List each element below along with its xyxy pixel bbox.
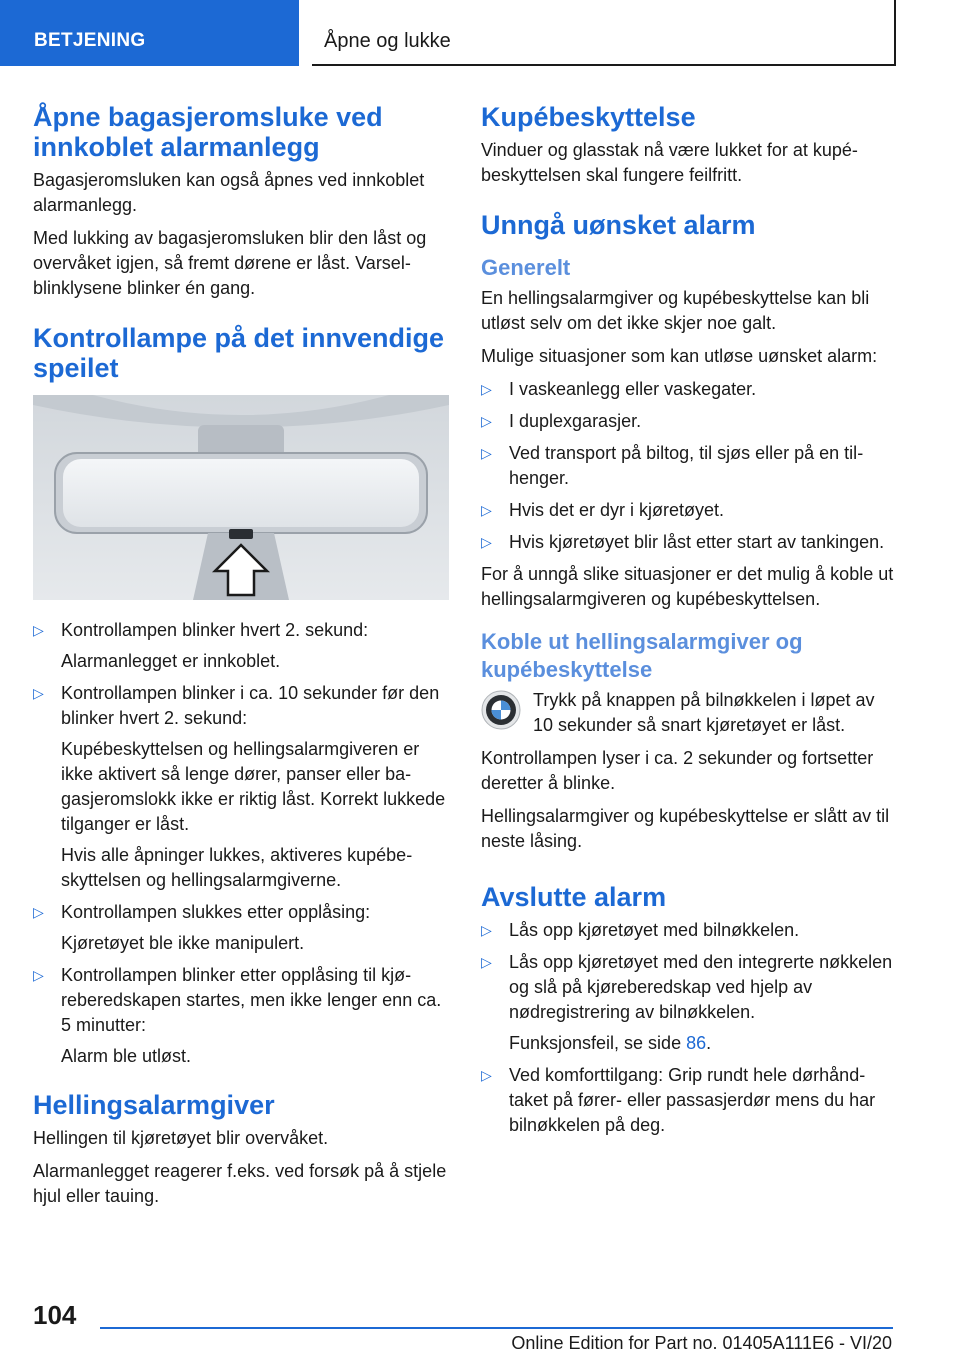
paragraph: En hellingsalarmgiver og kupébeskyttelse kan bli utløst selv om det ikke skjer noe galt. xyxy=(481,288,870,333)
header-section-tab xyxy=(0,0,299,66)
left-column xyxy=(33,102,449,1217)
list-item xyxy=(481,1063,897,1138)
bmw-logo-icon xyxy=(481,690,521,730)
bullet-icon: ▷ xyxy=(481,381,492,397)
bullet-icon: ▷ xyxy=(33,967,44,983)
bullet-icon: ▷ xyxy=(33,904,44,920)
list-item-text: Kontrollampen blinker i ca. 10 sekunder før den blinker hvert 2. sekund: xyxy=(61,683,440,728)
bullet-icon: ▷ xyxy=(33,622,44,638)
heading-indicator-lamp: Kontrollampe på det innvendige speilet xyxy=(33,323,445,383)
list-item xyxy=(481,950,897,1056)
list-item-text: I vaskeanlegg eller vaskegater. xyxy=(509,379,757,399)
list-item-text: Kontrollampen slukkes etter opplåsing: xyxy=(61,902,371,922)
list-item-text: Ved komforttilgang: Grip rundt hele dørhåndtaket på fører- eller passasjerdør mens du har bilnøkkelen på deg. xyxy=(509,1065,876,1135)
key-instruction xyxy=(481,688,897,738)
list-item-text: Kontrollampen blinker etter opplåsing til kjøreberedskapen startes, men ikke lenger enn ca. 5 minutter: xyxy=(61,965,442,1035)
header-chapter-label: Åpne og lukke xyxy=(324,30,451,52)
list-item-subtext: Kjøretøyet ble ikke manipulert. xyxy=(61,933,305,953)
paragraph: Hellingen til kjøretøyet blir overvåket. xyxy=(33,1128,329,1148)
list-item xyxy=(33,963,449,1069)
heading-interior-protection: Kupébeskyttelse xyxy=(481,102,696,132)
paragraph: Alarmanlegget reagerer f.eks. ved forsøk på å stjele hjul eller tauing. xyxy=(33,1161,447,1206)
edition-note: Online Edition for Part no. 01405A111E6 - VI/20 xyxy=(511,1333,892,1353)
list-item-text: Ved transport på biltog, til sjøs eller på en tilhenger. xyxy=(509,443,864,488)
list-item xyxy=(33,681,449,893)
rear-view-mirror-image xyxy=(33,395,449,600)
list-item-subtext xyxy=(509,1031,897,1056)
paragraph: Kontrollampen lyser i ca. 2 sekunder og fortsetter deretter å blinke. xyxy=(481,748,874,793)
list-item xyxy=(33,618,449,674)
paragraph: Mulige situasjoner som kan utløse uønsket alarm: xyxy=(481,346,878,366)
list-item xyxy=(33,900,449,956)
bullet-icon: ▷ xyxy=(481,413,492,429)
paragraph: Med lukking av bagasjeromsluken blir den låst og overvåket igjen, så fremt dørene er låst. Varselblinklysene blinker én gang. xyxy=(33,228,427,298)
heading-avoid-alarm: Unngå uønsket alarm xyxy=(481,210,756,240)
end-alarm-list xyxy=(481,918,897,1138)
indicator-list xyxy=(33,618,449,1069)
paragraph: Hellingsalarmgiver og kupébeskyttelse er slått av til neste låsing. xyxy=(481,806,890,851)
paragraph: Vinduer og glasstak nå være lukket for at kupébeskyttelsen skal fungere feilfritt. xyxy=(481,140,858,185)
subtext-suffix: . xyxy=(706,1033,712,1053)
bullet-icon: ▷ xyxy=(481,954,492,970)
list-item-subtext: Alarmanlegget er innkoblet. xyxy=(61,651,281,671)
paragraph: Trykk på knappen på bilnøkkelen i løpet av 10 sekunder så snart kjøretøyet er låst. xyxy=(533,690,875,735)
header-chapter-box xyxy=(312,0,896,66)
paragraph: For å unngå slike situasjoner er det mulig å koble ut hellingsalarmgiveren og kupébeskyttelsen. xyxy=(481,564,894,609)
list-item xyxy=(481,918,897,943)
list-item-text: Lås opp kjøretøyet med den integrerte nøkkelen og slå på kjøreberedskap ved hjelp av nødregistrering av bilnøkkelen. xyxy=(509,952,893,1022)
heading-general: Generelt xyxy=(481,255,571,280)
list-item xyxy=(481,409,897,434)
right-column xyxy=(481,102,897,1145)
situation-list xyxy=(481,377,897,555)
list-item xyxy=(481,498,897,523)
list-item-text: I duplexgarasjer. xyxy=(509,411,642,431)
header-section-label: BETJENING xyxy=(34,30,146,51)
list-item-subtext: Kupébeskyttelsen og hellingsalarmgiveren er ikke aktivert så lenge dører, panser eller bagasjeromslokk ikke er riktig låst. Korrekt lukkede tilganger er låst. xyxy=(61,739,446,834)
list-item-text: Hvis kjøretøyet blir låst etter start av tankingen. xyxy=(509,532,885,552)
heading-end-alarm: Avslutte alarm xyxy=(481,882,667,912)
list-item-subtext: Hvis alle åpninger lukkes, aktiveres kupébeskyttelsen og hellingsalarmgiverne. xyxy=(61,845,413,890)
footer-rule xyxy=(100,1327,893,1329)
list-item xyxy=(481,377,897,402)
list-item-subtext: Alarm ble utløst. xyxy=(61,1046,192,1066)
list-item-text: Hvis det er dyr i kjøretøyet. xyxy=(509,500,725,520)
bullet-icon: ▷ xyxy=(33,685,44,701)
heading-tilt-alarm: Hellingsalarmgiver xyxy=(33,1090,275,1120)
list-item-text: Lås opp kjøretøyet med bilnøkkelen. xyxy=(509,920,800,940)
bullet-icon: ▷ xyxy=(481,445,492,461)
bullet-icon: ▷ xyxy=(481,534,492,550)
page-link[interactable]: 86 xyxy=(686,1033,707,1053)
bullet-icon: ▷ xyxy=(481,922,492,938)
heading-disable-protection: Koble ut hellingsalarmgiver og kupébeskyttelse xyxy=(481,629,803,682)
bullet-icon: ▷ xyxy=(481,1067,492,1083)
list-item xyxy=(481,530,897,555)
bullet-icon: ▷ xyxy=(481,502,492,518)
paragraph: Bagasjeromsluken kan også åpnes ved innkoblet alarmanlegg. xyxy=(33,170,425,215)
list-item-text: Kontrollampen blinker hvert 2. sekund: xyxy=(61,620,369,640)
page-number: 104 xyxy=(33,1300,77,1330)
list-item xyxy=(481,441,897,491)
subtext-prefix: Funksjonsfeil, se side xyxy=(509,1033,687,1053)
heading-trunk-alarm: Åpne bagasjeromsluke ved innkoblet alarmanlegg xyxy=(33,102,383,162)
